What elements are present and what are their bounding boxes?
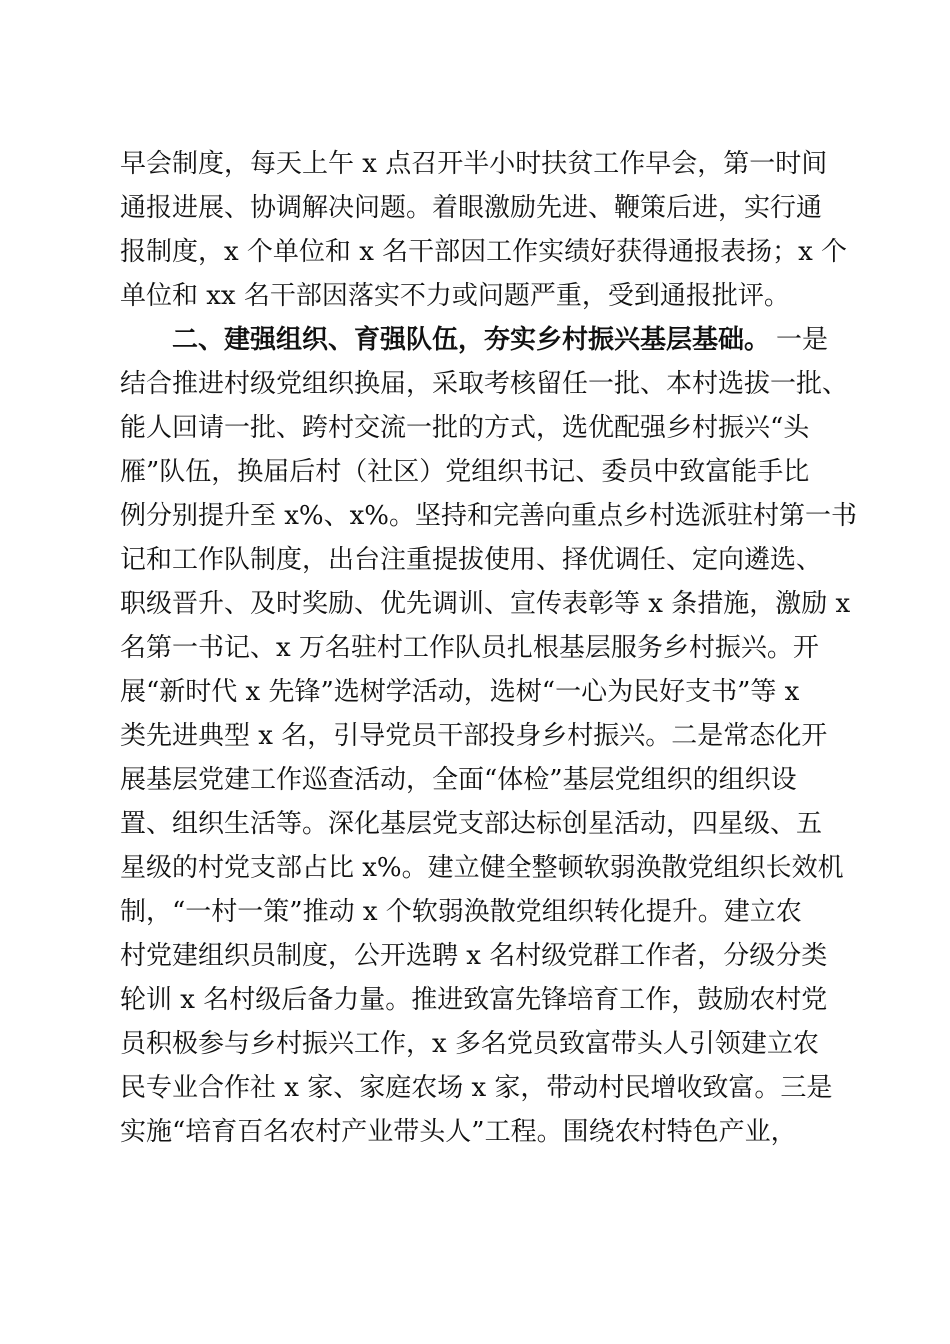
heading-tail-text: 一是 bbox=[776, 325, 829, 355]
line-text: 展基层党建工作巡查活动，全面“体检”基层党组织的组织设 bbox=[120, 765, 797, 795]
section-heading: 二、建强组织、育强队伍，夯实乡村振兴基层基础。 bbox=[172, 325, 771, 355]
line-text: 能人回请一批、跨村交流一批的方式，选优配强乡村振兴“头 bbox=[120, 413, 810, 443]
line-text: 员积极参与乡村振兴工作，x 多名党员致富带头人引领建立农 bbox=[120, 1029, 819, 1059]
text-line bbox=[0, 626, 950, 670]
line-text: 报制度，x 个单位和 x 名干部因工作实绩好获得通报表扬；x 个 bbox=[120, 237, 848, 267]
section-heading-line bbox=[0, 318, 950, 362]
line-text: 通报进展、协调解决问题。着眼激励先进、鞭策后进，实行通 bbox=[120, 193, 823, 223]
text-line bbox=[0, 802, 950, 846]
text-line bbox=[0, 1110, 950, 1154]
line-text: 名第一书记、x 万名驻村工作队员扎根基层服务乡村振兴。开 bbox=[120, 633, 819, 663]
line-text: 职级晋升、及时奖励、优先调训、宣传表彰等 x 条措施，激励 x bbox=[120, 589, 851, 619]
line-text: 实施“培育百名农村产业带头人”工程。围绕农村特色产业， bbox=[120, 1117, 797, 1147]
text-line bbox=[0, 362, 950, 406]
text-line bbox=[0, 582, 950, 626]
text-line bbox=[0, 846, 950, 890]
line-text: 展“新时代 x 先锋”选树学活动，选树“一心为民好支书”等 x bbox=[120, 677, 800, 707]
text-line bbox=[0, 538, 950, 582]
line-text: 结合推进村级党组织换届，采取考核留任一批、本村选拔一批、 bbox=[120, 369, 849, 399]
line-text: 早会制度，每天上午 x 点召开半小时扶贫工作早会，第一时间 bbox=[120, 149, 828, 179]
line-text: 例分别提升至 x%、x%。坚持和完善向重点乡村选派驻村第一书 bbox=[120, 501, 858, 531]
text-line bbox=[0, 890, 950, 934]
text-line bbox=[0, 1022, 950, 1066]
line-text: 类先进典型 x 名，引导党员干部投身乡村振兴。二是常态化开 bbox=[120, 721, 828, 751]
text-line bbox=[0, 978, 950, 1022]
text-line bbox=[0, 406, 950, 450]
line-text: 雁”队伍，换届后村（社区）党组织书记、委员中致富能手比 bbox=[120, 457, 810, 487]
line-text: 记和工作队制度，出台注重提拔使用、择优调任、定向遴选、 bbox=[120, 545, 823, 575]
line-text: 星级的村党支部占比 x%。建立健全整顿软弱涣散党组织长效机 bbox=[120, 853, 844, 883]
line-text: 单位和 xx 名干部因落实不力或问题严重，受到通报批评。 bbox=[120, 281, 790, 311]
line-text: 制，“一村一策”推动 x 个软弱涣散党组织转化提升。建立农 bbox=[120, 897, 802, 927]
text-line bbox=[0, 494, 950, 538]
text-line bbox=[0, 230, 950, 274]
line-text: 民专业合作社 x 家、家庭农场 x 家，带动村民增收致富。三是 bbox=[120, 1073, 833, 1103]
line-text: 村党建组织员制度，公开选聘 x 名村级党群工作者，分级分类 bbox=[120, 941, 828, 971]
text-line bbox=[0, 186, 950, 230]
text-line bbox=[0, 274, 950, 318]
text-line bbox=[0, 670, 950, 714]
line-text: 轮训 x 名村级后备力量。推进致富先锋培育工作，鼓励农村党 bbox=[120, 985, 828, 1015]
text-line bbox=[0, 450, 950, 494]
text-line bbox=[0, 934, 950, 978]
line-text: 置、组织生活等。深化基层党支部达标创星活动，四星级、五 bbox=[120, 809, 823, 839]
text-line bbox=[0, 714, 950, 758]
text-line bbox=[0, 1066, 950, 1110]
text-line bbox=[0, 142, 950, 186]
text-line bbox=[0, 758, 950, 802]
